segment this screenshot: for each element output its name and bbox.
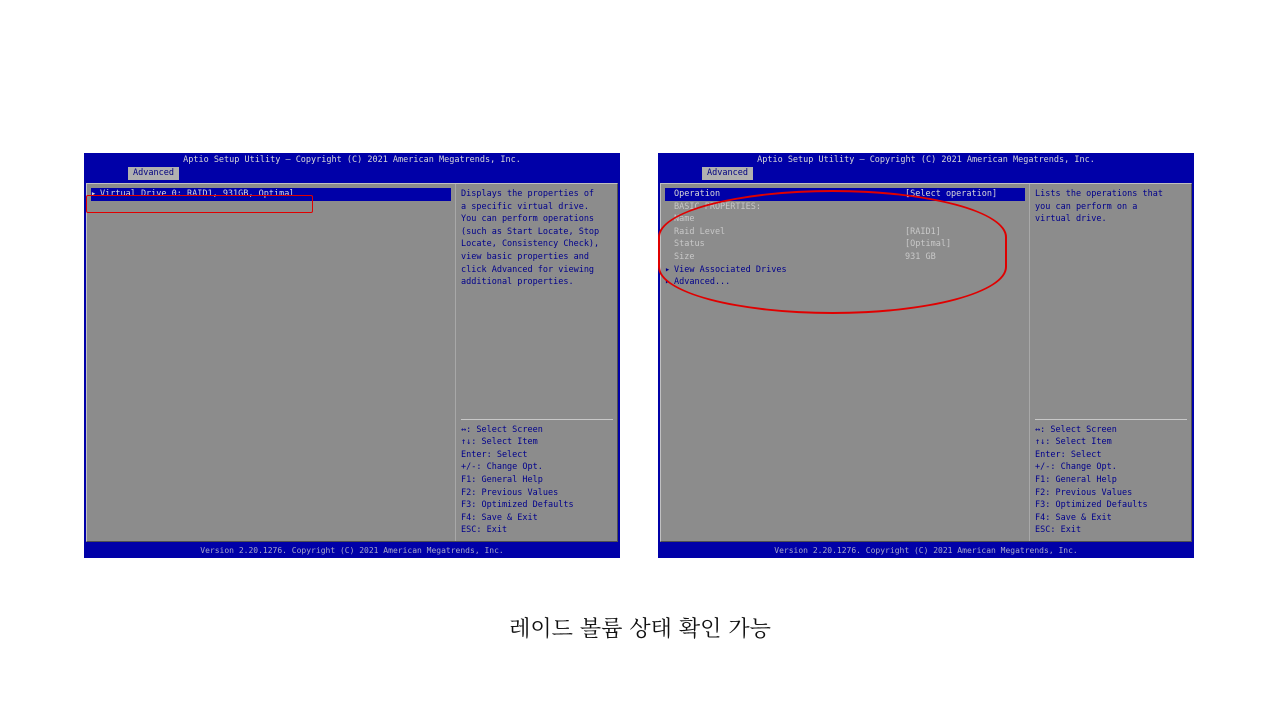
- row-label: Name: [674, 214, 695, 225]
- row-label: View Associated Drives: [674, 264, 787, 275]
- row-label: Advanced...: [674, 277, 731, 288]
- help-line: additional properties.: [461, 277, 574, 288]
- bios-help-pane-left: [456, 184, 618, 541]
- help-line: virtual drive.: [1035, 214, 1107, 225]
- bios-menubar-left: [84, 167, 620, 181]
- row-value: [Optimal]: [905, 239, 952, 250]
- help-text-left: [461, 188, 613, 289]
- help-line: a specific virtual drive.: [461, 201, 589, 212]
- bios-status-left: Version 2.20.1276. Copyright (C) 2021 American Megatrends, Inc.: [84, 544, 620, 558]
- row-raid-level[interactable]: [665, 226, 1025, 239]
- row-label: Size: [674, 251, 695, 262]
- key-hint: F4: Save & Exit: [1035, 512, 1112, 523]
- row-name[interactable]: [665, 213, 1025, 226]
- row-value: 931 GB: [905, 251, 936, 262]
- key-hint: ESC: Exit: [461, 525, 508, 536]
- key-hint: ↔: Select Screen: [1035, 424, 1117, 435]
- key-hint: F3: Optimized Defaults: [1035, 500, 1148, 511]
- row-advanced[interactable]: [665, 276, 1025, 289]
- virtual-drive-label: Virtual Drive 0: RAID1, 931GB, Optimal: [100, 189, 295, 199]
- bios-status-right: Version 2.20.1276. Copyright (C) 2021 American Megatrends, Inc.: [658, 544, 1194, 558]
- help-line: view basic properties and: [461, 251, 589, 262]
- bios-menubar-right: [658, 167, 1194, 181]
- key-legend-left: [461, 419, 613, 537]
- row-view-associated-drives[interactable]: [665, 264, 1025, 277]
- key-hint: +/-: Change Opt.: [1035, 462, 1117, 473]
- row-status[interactable]: [665, 238, 1025, 251]
- help-line: click Advanced for viewing: [461, 264, 595, 275]
- key-hint: +/-: Change Opt.: [461, 462, 543, 473]
- chevron-right-icon: ▸: [91, 189, 97, 199]
- key-hint: ↔: Select Screen: [461, 424, 543, 435]
- chevron-right-icon: ▸: [665, 277, 671, 288]
- row-basic-properties: [665, 201, 1025, 214]
- bios-screen-left: [84, 153, 620, 558]
- bios-screen-right: [658, 153, 1194, 558]
- row-operation[interactable]: [665, 188, 1025, 201]
- bios-title-right: Aptio Setup Utility – Copyright (C) 2021 American Megatrends, Inc.: [658, 153, 1194, 167]
- help-line: Lists the operations that: [1035, 189, 1163, 199]
- bios-body-right: [660, 183, 1192, 542]
- row-label: BASIC PROPERTIES:: [674, 201, 761, 212]
- row-label: Operation: [674, 189, 721, 199]
- row-label: Raid Level: [674, 226, 726, 237]
- key-hint: F2: Previous Values: [461, 487, 559, 498]
- help-line: You can perform operations: [461, 214, 595, 225]
- tab-advanced-left[interactable]: Advanced: [128, 167, 179, 180]
- help-line: Locate, Consistency Check),: [461, 239, 600, 250]
- row-label: Status: [674, 239, 705, 250]
- bios-body-left: [86, 183, 618, 542]
- key-hint: Enter: Select: [461, 449, 528, 460]
- chevron-right-icon: ▸: [665, 264, 671, 275]
- key-hint: ↑↓: Select Item: [1035, 437, 1112, 448]
- help-text-right: [1035, 188, 1187, 226]
- bios-list-right: [661, 184, 1029, 541]
- list-item[interactable]: [91, 188, 451, 201]
- key-hint: Enter: Select: [1035, 449, 1102, 460]
- bios-title-left: Aptio Setup Utility – Copyright (C) 2021 American Megatrends, Inc.: [84, 153, 620, 167]
- row-value: [RAID1]: [905, 226, 941, 237]
- help-line: (such as Start Locate, Stop: [461, 226, 600, 237]
- key-hint: ESC: Exit: [1035, 525, 1082, 536]
- tab-advanced-right[interactable]: Advanced: [702, 167, 753, 180]
- row-size[interactable]: [665, 251, 1025, 264]
- help-line: you can perform on a: [1035, 201, 1138, 212]
- bios-list-left: [87, 184, 455, 541]
- key-hint: ↑↓: Select Item: [461, 437, 538, 448]
- key-legend-right: [1035, 419, 1187, 537]
- key-hint: F4: Save & Exit: [461, 512, 538, 523]
- key-hint: F3: Optimized Defaults: [461, 500, 574, 511]
- help-line: Displays the properties of: [461, 189, 595, 199]
- key-hint: F2: Previous Values: [1035, 487, 1133, 498]
- row-value: [Select operation]: [905, 189, 998, 199]
- key-hint: F1: General Help: [1035, 475, 1117, 486]
- caption-text: 레이드 볼륨 상태 확인 가능: [509, 617, 771, 642]
- bios-help-pane-right: [1030, 184, 1192, 541]
- key-hint: F1: General Help: [461, 475, 543, 486]
